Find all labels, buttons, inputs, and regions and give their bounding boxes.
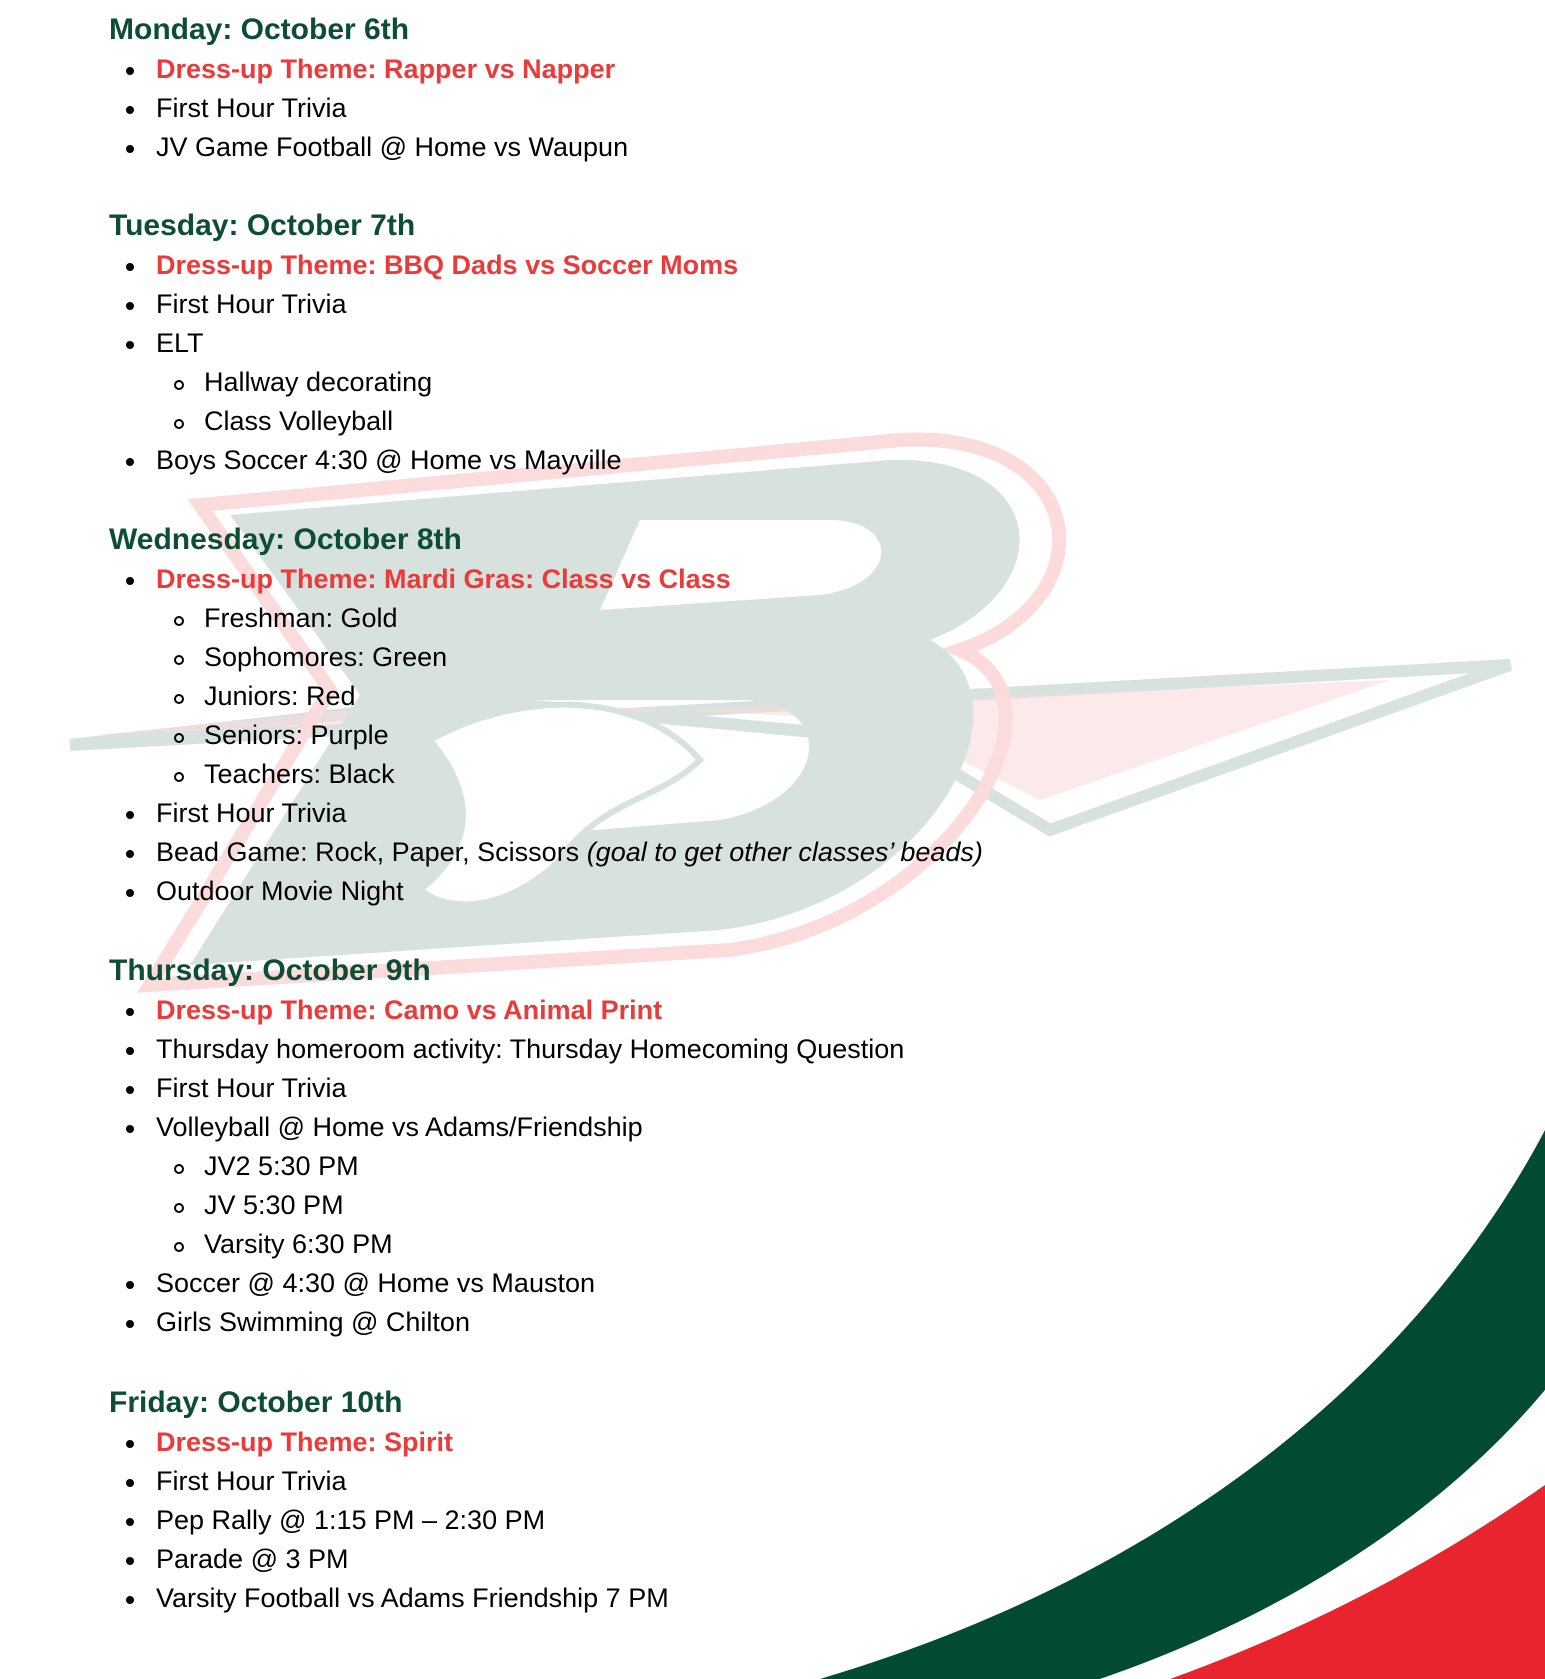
item-text: JV Game Football @ Home vs Waupun [156,132,629,162]
day-heading: Friday: October 10th [109,1386,403,1419]
bullet-disc [126,811,134,819]
sub-list-item [0,363,1545,402]
list-item [0,794,1545,833]
item-text: JV2 5:30 PM [204,1151,359,1181]
bullet-disc [126,341,134,349]
bullet-disc [126,1008,134,1016]
bullet-disc [126,577,134,585]
bullet-disc [126,1557,134,1565]
list-item [0,872,1545,911]
bullet-disc [126,302,134,310]
day-heading: Thursday: October 9th [109,954,431,987]
dress-up-theme: Dress-up Theme: BBQ Dads vs Soccer Moms [156,250,739,280]
sub-list-item [0,677,1545,716]
bullet-circle [174,419,184,429]
bullet-disc [126,889,134,897]
bullet-disc [126,145,134,153]
bullet-disc [126,1320,134,1328]
day-heading: Wednesday: October 8th [109,523,462,556]
dress-up-theme: Dress-up Theme: Camo vs Animal Print [156,995,663,1025]
dress-up-theme: Dress-up Theme: Rapper vs Napper [156,54,616,84]
bullet-disc [126,458,134,466]
bullet-circle [174,655,184,665]
bullet-disc [126,1479,134,1487]
list-item [0,1030,1545,1069]
dress-up-theme: Dress-up Theme: Spirit [156,1427,454,1457]
item-text: First Hour Trivia [156,289,347,319]
item-text: Outdoor Movie Night [156,876,404,906]
bullet-circle [174,1203,184,1213]
list-item [0,833,1545,872]
bullet-disc [126,1518,134,1526]
item-text: Teachers: Black [204,759,395,789]
bullet-circle [174,772,184,782]
bullet-circle [174,1164,184,1174]
item-text: Parade @ 3 PM [156,1544,349,1574]
bullet-circle [174,380,184,390]
day-heading: Tuesday: October 7th [109,209,416,242]
bullet-disc [126,1086,134,1094]
item-text: Boys Soccer 4:30 @ Home vs Mayville [156,445,622,475]
item-text: First Hour Trivia [156,1466,347,1496]
sub-list-item [0,599,1545,638]
list-item [0,1579,1545,1618]
item-text: First Hour Trivia [156,1073,347,1103]
list-item [0,1423,1545,1462]
item-text: ELT [156,328,204,358]
bullet-disc [126,1125,134,1133]
bullet-disc [126,106,134,114]
list-item [0,324,1545,363]
sub-list-item [0,716,1545,755]
item-text: Thursday homeroom activity: Thursday Homecoming Question [156,1034,905,1064]
list-item [0,50,1545,89]
item-text: Class Volleyball [204,406,394,436]
item-text: Hallway decorating [204,367,433,397]
list-item [0,1264,1545,1303]
list-item [0,1069,1545,1108]
sub-list-item [0,755,1545,794]
item-note: (goal to get other classes’ beads) [586,837,983,867]
item-text: JV 5:30 PM [204,1190,344,1220]
list-item [0,1462,1545,1501]
item-text: Juniors: Red [204,681,356,711]
sub-list-item [0,1225,1545,1264]
list-item [0,246,1545,285]
bullet-circle [174,694,184,704]
bullet-disc [126,1281,134,1289]
item-text: Volleyball @ Home vs Adams/Friendship [156,1112,643,1142]
sub-list-item [0,1186,1545,1225]
bullet-circle [174,616,184,626]
item-text [156,833,983,872]
item-text: First Hour Trivia [156,798,347,828]
item-text: Pep Rally @ 1:15 PM – 2:30 PM [156,1505,546,1535]
item-text: Soccer @ 4:30 @ Home vs Mauston [156,1268,595,1298]
item-main-text: Bead Game: Rock, Paper, Scissors [156,837,587,867]
item-text: Seniors: Purple [204,720,389,750]
bullet-circle [174,733,184,743]
bullet-circle [174,1242,184,1252]
list-item [0,128,1545,167]
list-item [0,89,1545,128]
bullet-disc [126,67,134,75]
bullet-disc [126,1440,134,1448]
list-item [0,441,1545,480]
bullet-disc [126,1047,134,1055]
dress-up-theme: Dress-up Theme: Mardi Gras: Class vs Class [156,564,731,594]
item-text: First Hour Trivia [156,93,347,123]
item-text: Sophomores: Green [204,642,448,672]
list-item [0,991,1545,1030]
sub-list-item [0,638,1545,677]
item-text: Varsity 6:30 PM [204,1229,393,1259]
day-heading: Monday: October 6th [109,13,410,46]
bullet-disc [126,263,134,271]
item-text: Varsity Football vs Adams Friendship 7 PM [156,1583,669,1613]
list-item [0,1303,1545,1342]
list-item [0,560,1545,599]
item-text: Freshman: Gold [204,603,398,633]
bullet-disc [126,1596,134,1604]
list-item [0,285,1545,324]
sub-list-item [0,402,1545,441]
item-text: Girls Swimming @ Chilton [156,1307,470,1337]
sub-list-item [0,1147,1545,1186]
list-item [0,1501,1545,1540]
bullet-disc [126,850,134,858]
list-item [0,1540,1545,1579]
list-item [0,1108,1545,1147]
